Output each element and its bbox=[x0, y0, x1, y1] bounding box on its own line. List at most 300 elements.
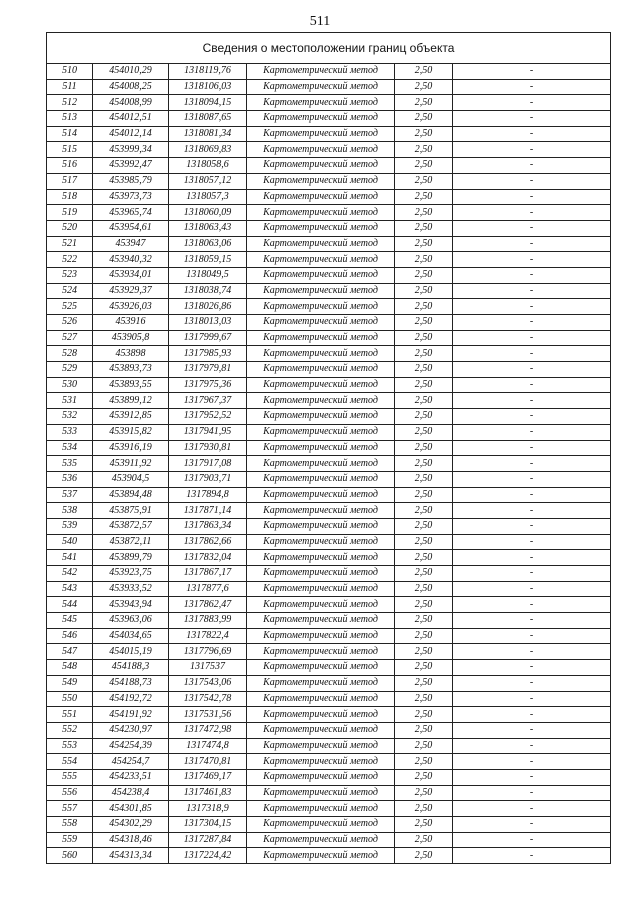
y-coordinate-cell: 1317461,83 bbox=[169, 785, 247, 801]
table-row bbox=[47, 377, 611, 393]
x-coordinate-cell: 453999,34 bbox=[93, 142, 169, 158]
method-cell: Картометрический метод bbox=[247, 487, 395, 503]
accuracy-cell: 2,50 bbox=[395, 158, 453, 174]
table-row bbox=[47, 785, 611, 801]
y-coordinate-cell: 1318081,34 bbox=[169, 126, 247, 142]
x-coordinate-cell: 454313,34 bbox=[93, 848, 169, 864]
x-coordinate-cell: 453954,61 bbox=[93, 220, 169, 236]
method-cell: Картометрический метод bbox=[247, 126, 395, 142]
description-cell: - bbox=[453, 675, 611, 691]
description-cell: - bbox=[453, 424, 611, 440]
accuracy-cell: 2,50 bbox=[395, 628, 453, 644]
y-coordinate-cell: 1317952,52 bbox=[169, 409, 247, 425]
description-cell: - bbox=[453, 644, 611, 660]
point-number-cell: 539 bbox=[47, 518, 93, 534]
table-row bbox=[47, 424, 611, 440]
y-coordinate-cell: 1318057,3 bbox=[169, 189, 247, 205]
point-number-cell: 523 bbox=[47, 267, 93, 283]
accuracy-cell: 2,50 bbox=[395, 754, 453, 770]
table-row bbox=[47, 550, 611, 566]
table-row bbox=[47, 518, 611, 534]
accuracy-cell: 2,50 bbox=[395, 848, 453, 864]
x-coordinate-cell: 453905,8 bbox=[93, 330, 169, 346]
point-number-cell: 512 bbox=[47, 95, 93, 111]
description-cell: - bbox=[453, 205, 611, 221]
x-coordinate-cell: 453916 bbox=[93, 315, 169, 331]
method-cell: Картометрический метод bbox=[247, 613, 395, 629]
table-row bbox=[47, 189, 611, 205]
description-cell: - bbox=[453, 754, 611, 770]
accuracy-cell: 2,50 bbox=[395, 95, 453, 111]
x-coordinate-cell: 454192,72 bbox=[93, 691, 169, 707]
method-cell: Картометрический метод bbox=[247, 644, 395, 660]
description-cell: - bbox=[453, 315, 611, 331]
description-cell: - bbox=[453, 487, 611, 503]
accuracy-cell: 2,50 bbox=[395, 581, 453, 597]
table-row bbox=[47, 126, 611, 142]
accuracy-cell: 2,50 bbox=[395, 597, 453, 613]
x-coordinate-cell: 453992,47 bbox=[93, 158, 169, 174]
y-coordinate-cell: 1317903,71 bbox=[169, 471, 247, 487]
description-cell: - bbox=[453, 691, 611, 707]
table-row bbox=[47, 801, 611, 817]
x-coordinate-cell: 454254,7 bbox=[93, 754, 169, 770]
method-cell: Картометрический метод bbox=[247, 675, 395, 691]
accuracy-cell: 2,50 bbox=[395, 126, 453, 142]
point-number-cell: 514 bbox=[47, 126, 93, 142]
point-number-cell: 535 bbox=[47, 456, 93, 472]
point-number-cell: 531 bbox=[47, 393, 93, 409]
method-cell: Картометрический метод bbox=[247, 205, 395, 221]
method-cell: Картометрический метод bbox=[247, 189, 395, 205]
description-cell: - bbox=[453, 817, 611, 833]
x-coordinate-cell: 453929,37 bbox=[93, 283, 169, 299]
point-number-cell: 533 bbox=[47, 424, 93, 440]
description-cell: - bbox=[453, 738, 611, 754]
method-cell: Картометрический метод bbox=[247, 722, 395, 738]
x-coordinate-cell: 454034,65 bbox=[93, 628, 169, 644]
y-coordinate-cell: 1318060,09 bbox=[169, 205, 247, 221]
x-coordinate-cell: 454015,19 bbox=[93, 644, 169, 660]
y-coordinate-cell: 1317542,78 bbox=[169, 691, 247, 707]
accuracy-cell: 2,50 bbox=[395, 785, 453, 801]
accuracy-cell: 2,50 bbox=[395, 346, 453, 362]
point-number-cell: 525 bbox=[47, 299, 93, 315]
point-number-cell: 513 bbox=[47, 111, 93, 127]
point-number-cell: 522 bbox=[47, 252, 93, 268]
accuracy-cell: 2,50 bbox=[395, 566, 453, 582]
table-row bbox=[47, 252, 611, 268]
y-coordinate-cell: 1317894,8 bbox=[169, 487, 247, 503]
description-cell: - bbox=[453, 785, 611, 801]
description-cell: - bbox=[453, 299, 611, 315]
y-coordinate-cell: 1317917,08 bbox=[169, 456, 247, 472]
table-row bbox=[47, 205, 611, 221]
point-number-cell: 519 bbox=[47, 205, 93, 221]
y-coordinate-cell: 1317941,95 bbox=[169, 424, 247, 440]
accuracy-cell: 2,50 bbox=[395, 471, 453, 487]
x-coordinate-cell: 454233,51 bbox=[93, 769, 169, 785]
table-row bbox=[47, 315, 611, 331]
table-row bbox=[47, 471, 611, 487]
x-coordinate-cell: 453963,06 bbox=[93, 613, 169, 629]
y-coordinate-cell: 1317318,9 bbox=[169, 801, 247, 817]
point-number-cell: 542 bbox=[47, 566, 93, 582]
point-number-cell: 510 bbox=[47, 64, 93, 80]
table-row bbox=[47, 738, 611, 754]
x-coordinate-cell: 453898 bbox=[93, 346, 169, 362]
description-cell: - bbox=[453, 550, 611, 566]
description-cell: - bbox=[453, 236, 611, 252]
accuracy-cell: 2,50 bbox=[395, 64, 453, 80]
point-number-cell: 558 bbox=[47, 817, 93, 833]
description-cell: - bbox=[453, 79, 611, 95]
method-cell: Картометрический метод bbox=[247, 330, 395, 346]
accuracy-cell: 2,50 bbox=[395, 518, 453, 534]
accuracy-cell: 2,50 bbox=[395, 362, 453, 378]
point-number-cell: 517 bbox=[47, 173, 93, 189]
y-coordinate-cell: 1317304,15 bbox=[169, 817, 247, 833]
point-number-cell: 540 bbox=[47, 534, 93, 550]
point-number-cell: 520 bbox=[47, 220, 93, 236]
x-coordinate-cell: 453985,79 bbox=[93, 173, 169, 189]
x-coordinate-cell: 454188,73 bbox=[93, 675, 169, 691]
y-coordinate-cell: 1317863,34 bbox=[169, 518, 247, 534]
y-coordinate-cell: 1318087,65 bbox=[169, 111, 247, 127]
point-number-cell: 536 bbox=[47, 471, 93, 487]
accuracy-cell: 2,50 bbox=[395, 534, 453, 550]
y-coordinate-cell: 1317883,99 bbox=[169, 613, 247, 629]
table-row bbox=[47, 628, 611, 644]
description-cell: - bbox=[453, 95, 611, 111]
accuracy-cell: 2,50 bbox=[395, 832, 453, 848]
accuracy-cell: 2,50 bbox=[395, 707, 453, 723]
x-coordinate-cell: 453965,74 bbox=[93, 205, 169, 221]
method-cell: Картометрический метод bbox=[247, 377, 395, 393]
description-cell: - bbox=[453, 142, 611, 158]
table-row bbox=[47, 267, 611, 283]
accuracy-cell: 2,50 bbox=[395, 205, 453, 221]
point-number-cell: 549 bbox=[47, 675, 93, 691]
x-coordinate-cell: 454012,51 bbox=[93, 111, 169, 127]
table-row bbox=[47, 362, 611, 378]
accuracy-cell: 2,50 bbox=[395, 252, 453, 268]
description-cell: - bbox=[453, 267, 611, 283]
y-coordinate-cell: 1317531,56 bbox=[169, 707, 247, 723]
accuracy-cell: 2,50 bbox=[395, 173, 453, 189]
point-number-cell: 518 bbox=[47, 189, 93, 205]
point-number-cell: 538 bbox=[47, 503, 93, 519]
method-cell: Картометрический метод bbox=[247, 142, 395, 158]
description-cell: - bbox=[453, 848, 611, 864]
accuracy-cell: 2,50 bbox=[395, 487, 453, 503]
point-number-cell: 529 bbox=[47, 362, 93, 378]
x-coordinate-cell: 453875,91 bbox=[93, 503, 169, 519]
x-coordinate-cell: 454008,99 bbox=[93, 95, 169, 111]
method-cell: Картометрический метод bbox=[247, 707, 395, 723]
accuracy-cell: 2,50 bbox=[395, 644, 453, 660]
table-row bbox=[47, 173, 611, 189]
x-coordinate-cell: 453899,79 bbox=[93, 550, 169, 566]
x-coordinate-cell: 454302,29 bbox=[93, 817, 169, 833]
point-number-cell: 555 bbox=[47, 769, 93, 785]
table-row bbox=[47, 487, 611, 503]
description-cell: - bbox=[453, 597, 611, 613]
table-row bbox=[47, 456, 611, 472]
description-cell: - bbox=[453, 393, 611, 409]
method-cell: Картометрический метод bbox=[247, 283, 395, 299]
description-cell: - bbox=[453, 581, 611, 597]
y-coordinate-cell: 1317796,69 bbox=[169, 644, 247, 660]
method-cell: Картометрический метод bbox=[247, 236, 395, 252]
method-cell: Картометрический метод bbox=[247, 95, 395, 111]
table-row bbox=[47, 660, 611, 676]
x-coordinate-cell: 453940,32 bbox=[93, 252, 169, 268]
x-coordinate-cell: 454012,14 bbox=[93, 126, 169, 142]
point-number-cell: 544 bbox=[47, 597, 93, 613]
method-cell: Картометрический метод bbox=[247, 628, 395, 644]
table-row bbox=[47, 64, 611, 80]
y-coordinate-cell: 1318119,76 bbox=[169, 64, 247, 80]
table-body bbox=[47, 64, 611, 864]
y-coordinate-cell: 1317930,81 bbox=[169, 440, 247, 456]
description-cell: - bbox=[453, 283, 611, 299]
point-number-cell: 554 bbox=[47, 754, 93, 770]
description-cell: - bbox=[453, 362, 611, 378]
table-title: Сведения о местоположении границ объекта bbox=[47, 33, 611, 64]
table-row bbox=[47, 330, 611, 346]
description-cell: - bbox=[453, 158, 611, 174]
accuracy-cell: 2,50 bbox=[395, 424, 453, 440]
accuracy-cell: 2,50 bbox=[395, 283, 453, 299]
method-cell: Картометрический метод bbox=[247, 409, 395, 425]
method-cell: Картометрический метод bbox=[247, 832, 395, 848]
description-cell: - bbox=[453, 189, 611, 205]
method-cell: Картометрический метод bbox=[247, 393, 395, 409]
accuracy-cell: 2,50 bbox=[395, 769, 453, 785]
y-coordinate-cell: 1318049,5 bbox=[169, 267, 247, 283]
method-cell: Картометрический метод bbox=[247, 362, 395, 378]
x-coordinate-cell: 453915,82 bbox=[93, 424, 169, 440]
accuracy-cell: 2,50 bbox=[395, 377, 453, 393]
method-cell: Картометрический метод bbox=[247, 566, 395, 582]
accuracy-cell: 2,50 bbox=[395, 722, 453, 738]
point-number-cell: 530 bbox=[47, 377, 93, 393]
accuracy-cell: 2,50 bbox=[395, 503, 453, 519]
y-coordinate-cell: 1318094,15 bbox=[169, 95, 247, 111]
accuracy-cell: 2,50 bbox=[395, 409, 453, 425]
y-coordinate-cell: 1317862,66 bbox=[169, 534, 247, 550]
table-row bbox=[47, 722, 611, 738]
x-coordinate-cell: 453893,55 bbox=[93, 377, 169, 393]
x-coordinate-cell: 453943,94 bbox=[93, 597, 169, 613]
method-cell: Картометрический метод bbox=[247, 817, 395, 833]
x-coordinate-cell: 453912,85 bbox=[93, 409, 169, 425]
description-cell: - bbox=[453, 126, 611, 142]
x-coordinate-cell: 453911,92 bbox=[93, 456, 169, 472]
y-coordinate-cell: 1317470,81 bbox=[169, 754, 247, 770]
point-number-cell: 550 bbox=[47, 691, 93, 707]
method-cell: Картометрический метод bbox=[247, 691, 395, 707]
y-coordinate-cell: 1317537 bbox=[169, 660, 247, 676]
description-cell: - bbox=[453, 769, 611, 785]
point-number-cell: 527 bbox=[47, 330, 93, 346]
point-number-cell: 537 bbox=[47, 487, 93, 503]
x-coordinate-cell: 453893,73 bbox=[93, 362, 169, 378]
method-cell: Картометрический метод bbox=[247, 769, 395, 785]
point-number-cell: 524 bbox=[47, 283, 93, 299]
y-coordinate-cell: 1317979,81 bbox=[169, 362, 247, 378]
y-coordinate-cell: 1318026,86 bbox=[169, 299, 247, 315]
description-cell: - bbox=[453, 173, 611, 189]
accuracy-cell: 2,50 bbox=[395, 315, 453, 331]
y-coordinate-cell: 1317867,17 bbox=[169, 566, 247, 582]
point-number-cell: 515 bbox=[47, 142, 93, 158]
accuracy-cell: 2,50 bbox=[395, 613, 453, 629]
method-cell: Картометрический метод bbox=[247, 440, 395, 456]
y-coordinate-cell: 1317999,67 bbox=[169, 330, 247, 346]
x-coordinate-cell: 453947 bbox=[93, 236, 169, 252]
method-cell: Картометрический метод bbox=[247, 660, 395, 676]
point-number-cell: 534 bbox=[47, 440, 93, 456]
y-coordinate-cell: 1317543,06 bbox=[169, 675, 247, 691]
point-number-cell: 546 bbox=[47, 628, 93, 644]
method-cell: Картометрический метод bbox=[247, 299, 395, 315]
x-coordinate-cell: 454191,92 bbox=[93, 707, 169, 723]
table-row bbox=[47, 158, 611, 174]
method-cell: Картометрический метод bbox=[247, 581, 395, 597]
description-cell: - bbox=[453, 832, 611, 848]
description-cell: - bbox=[453, 660, 611, 676]
x-coordinate-cell: 454230,97 bbox=[93, 722, 169, 738]
description-cell: - bbox=[453, 471, 611, 487]
description-cell: - bbox=[453, 566, 611, 582]
accuracy-cell: 2,50 bbox=[395, 691, 453, 707]
point-number-cell: 559 bbox=[47, 832, 93, 848]
y-coordinate-cell: 1317472,98 bbox=[169, 722, 247, 738]
table-row bbox=[47, 393, 611, 409]
accuracy-cell: 2,50 bbox=[395, 801, 453, 817]
x-coordinate-cell: 453872,57 bbox=[93, 518, 169, 534]
y-coordinate-cell: 1317832,04 bbox=[169, 550, 247, 566]
description-cell: - bbox=[453, 111, 611, 127]
point-number-cell: 551 bbox=[47, 707, 93, 723]
method-cell: Картометрический метод bbox=[247, 111, 395, 127]
method-cell: Картометрический метод bbox=[247, 785, 395, 801]
table-row bbox=[47, 95, 611, 111]
point-number-cell: 552 bbox=[47, 722, 93, 738]
accuracy-cell: 2,50 bbox=[395, 456, 453, 472]
x-coordinate-cell: 454254,39 bbox=[93, 738, 169, 754]
method-cell: Картометрический метод bbox=[247, 754, 395, 770]
description-cell: - bbox=[453, 707, 611, 723]
table-row bbox=[47, 597, 611, 613]
description-cell: - bbox=[453, 628, 611, 644]
description-cell: - bbox=[453, 456, 611, 472]
x-coordinate-cell: 453934,01 bbox=[93, 267, 169, 283]
accuracy-cell: 2,50 bbox=[395, 111, 453, 127]
y-coordinate-cell: 1318059,15 bbox=[169, 252, 247, 268]
point-number-cell: 511 bbox=[47, 79, 93, 95]
method-cell: Картометрический метод bbox=[247, 503, 395, 519]
x-coordinate-cell: 454008,25 bbox=[93, 79, 169, 95]
x-coordinate-cell: 453926,03 bbox=[93, 299, 169, 315]
x-coordinate-cell: 454318,46 bbox=[93, 832, 169, 848]
description-cell: - bbox=[453, 346, 611, 362]
method-cell: Картометрический метод bbox=[247, 424, 395, 440]
description-cell: - bbox=[453, 409, 611, 425]
method-cell: Картометрический метод bbox=[247, 801, 395, 817]
table-row bbox=[47, 769, 611, 785]
x-coordinate-cell: 453933,52 bbox=[93, 581, 169, 597]
method-cell: Картометрический метод bbox=[247, 315, 395, 331]
method-cell: Картометрический метод bbox=[247, 534, 395, 550]
accuracy-cell: 2,50 bbox=[395, 299, 453, 315]
point-number-cell: 557 bbox=[47, 801, 93, 817]
accuracy-cell: 2,50 bbox=[395, 267, 453, 283]
accuracy-cell: 2,50 bbox=[395, 738, 453, 754]
description-cell: - bbox=[453, 220, 611, 236]
table-row bbox=[47, 440, 611, 456]
table-row bbox=[47, 707, 611, 723]
point-number-cell: 543 bbox=[47, 581, 93, 597]
table-row bbox=[47, 691, 611, 707]
method-cell: Картометрический метод bbox=[247, 550, 395, 566]
point-number-cell: 553 bbox=[47, 738, 93, 754]
y-coordinate-cell: 1317474,8 bbox=[169, 738, 247, 754]
accuracy-cell: 2,50 bbox=[395, 440, 453, 456]
y-coordinate-cell: 1317469,17 bbox=[169, 769, 247, 785]
description-cell: - bbox=[453, 534, 611, 550]
y-coordinate-cell: 1318057,12 bbox=[169, 173, 247, 189]
y-coordinate-cell: 1318063,06 bbox=[169, 236, 247, 252]
table-row bbox=[47, 283, 611, 299]
table-row bbox=[47, 566, 611, 582]
x-coordinate-cell: 454010,29 bbox=[93, 64, 169, 80]
method-cell: Картометрический метод bbox=[247, 848, 395, 864]
accuracy-cell: 2,50 bbox=[395, 675, 453, 691]
x-coordinate-cell: 453904,5 bbox=[93, 471, 169, 487]
x-coordinate-cell: 453872,11 bbox=[93, 534, 169, 550]
accuracy-cell: 2,50 bbox=[395, 660, 453, 676]
table-row bbox=[47, 644, 611, 660]
x-coordinate-cell: 454301,85 bbox=[93, 801, 169, 817]
method-cell: Картометрический метод bbox=[247, 597, 395, 613]
table-row bbox=[47, 346, 611, 362]
y-coordinate-cell: 1318013,03 bbox=[169, 315, 247, 331]
point-number-cell: 556 bbox=[47, 785, 93, 801]
y-coordinate-cell: 1317877,6 bbox=[169, 581, 247, 597]
page-number: 511 bbox=[309, 14, 331, 29]
accuracy-cell: 2,50 bbox=[395, 236, 453, 252]
point-number-cell: 560 bbox=[47, 848, 93, 864]
table-row bbox=[47, 581, 611, 597]
point-number-cell: 521 bbox=[47, 236, 93, 252]
x-coordinate-cell: 453894,48 bbox=[93, 487, 169, 503]
method-cell: Картометрический метод bbox=[247, 738, 395, 754]
method-cell: Картометрический метод bbox=[247, 456, 395, 472]
y-coordinate-cell: 1317822,4 bbox=[169, 628, 247, 644]
y-coordinate-cell: 1317985,93 bbox=[169, 346, 247, 362]
method-cell: Картометрический метод bbox=[247, 471, 395, 487]
accuracy-cell: 2,50 bbox=[395, 142, 453, 158]
point-number-cell: 532 bbox=[47, 409, 93, 425]
description-cell: - bbox=[453, 252, 611, 268]
table-row bbox=[47, 848, 611, 864]
point-number-cell: 548 bbox=[47, 660, 93, 676]
y-coordinate-cell: 1317224,42 bbox=[169, 848, 247, 864]
description-cell: - bbox=[453, 518, 611, 534]
